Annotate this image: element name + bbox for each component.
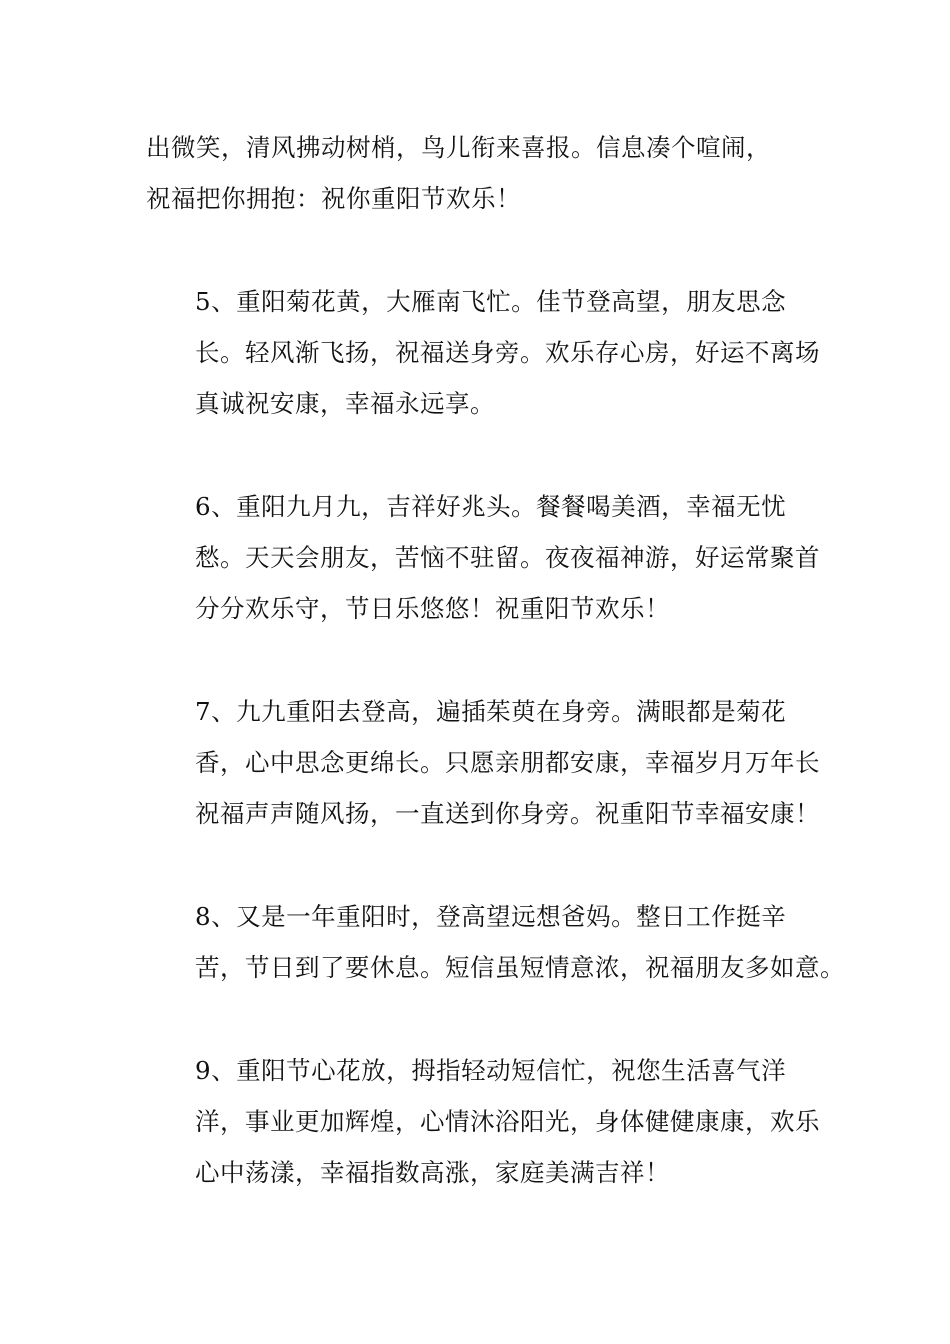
- text-line: 洋，事业更加辉煌，心情沐浴阳光，身体健健康康，欢乐: [195, 1107, 820, 1136]
- paragraph-item-5: [146, 276, 820, 429]
- paragraph-item-6: [146, 481, 820, 634]
- text-line: 心中荡漾，幸福指数高涨，家庭美满吉祥！: [195, 1158, 670, 1187]
- paragraph-continuation: [146, 122, 806, 224]
- paragraph-item-7: [146, 686, 820, 839]
- text-line: 祝福声声随风扬，一直送到你身旁。祝重阳节幸福安康！: [195, 799, 820, 828]
- document-page: [146, 122, 845, 1250]
- text-line: 6、重阳九月九，吉祥好兆头。餐餐喝美酒，幸福无忧: [195, 492, 787, 521]
- text-line: 愁。天天会朋友，苦恼不驻留。夜夜福神游，好运常聚首: [195, 543, 820, 572]
- paragraph-item-9: [146, 1045, 820, 1198]
- text-line: 出微笑，清风拂动树梢，鸟儿衔来喜报。信息凑个喧闹，: [146, 133, 771, 162]
- text-line: 5、重阳菊花黄，大雁南飞忙。佳节登高望，朋友思念: [195, 287, 787, 316]
- text-line: 7、九九重阳去登高，遍插茱萸在身旁。满眼都是菊花: [195, 697, 787, 726]
- text-line: 分分欢乐守，节日乐悠悠！祝重阳节欢乐！: [195, 594, 670, 623]
- text-line: 8、又是一年重阳时，登高望远想爸妈。整日工作挺辛: [195, 902, 787, 931]
- paragraph-item-8: [146, 891, 845, 993]
- text-line: 长。轻风渐飞扬，祝福送身旁。欢乐存心房，好运不离场: [195, 338, 820, 367]
- text-line: 祝福把你拥抱：祝你重阳节欢乐！: [146, 184, 521, 213]
- text-line: 9、重阳节心花放，拇指轻动短信忙，祝您生活喜气洋: [195, 1056, 787, 1085]
- text-line: 香，心中思念更绵长。只愿亲朋都安康，幸福岁月万年长: [195, 748, 820, 777]
- text-line: 苦，节日到了要休息。短信虽短情意浓，祝福朋友多如意。: [195, 953, 845, 982]
- text-line: 真诚祝安康，幸福永远享。: [195, 389, 495, 418]
